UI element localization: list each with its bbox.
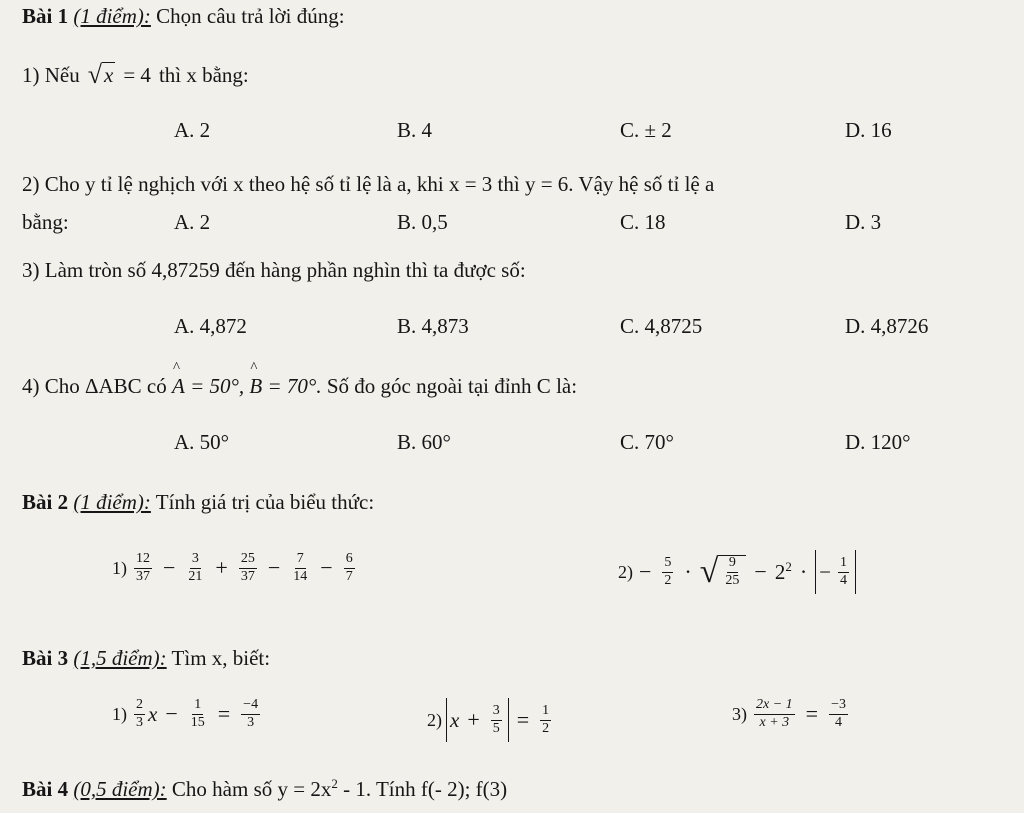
q3-option-a: A. 4,872 <box>174 314 247 338</box>
q4-angle-a: ^ A <box>172 374 185 399</box>
q1-equals: = 4 <box>123 62 151 87</box>
bai2-e2-minus: − <box>754 559 767 584</box>
bai3-e2-frac: $\frac{1}{2}$ <box>542 702 550 736</box>
bai3-expr-2 <box>427 698 554 742</box>
q3-option-d: D. 4,8726 <box>845 314 929 338</box>
q1-option-b: B. 4 <box>397 118 433 142</box>
q3-stem: 3) Làm tròn số 4,87259 đến hàng phần nghìn thì ta được số: <box>22 258 526 282</box>
bai2-expr-2 <box>618 550 856 594</box>
bai3-e2-label: 2) <box>427 709 442 730</box>
bai2-e2-abs: − $\frac{1}{4}$ <box>815 550 856 594</box>
q1-option-a: A. 2 <box>174 118 211 142</box>
bai3-e1-var: x <box>148 701 158 726</box>
bai4-line <box>22 776 507 802</box>
bai1-instruction: Chọn câu trả lời đúng: <box>150 4 345 28</box>
bai2-expr-1 <box>112 552 358 584</box>
q2-option-c: C. 18 <box>620 210 666 234</box>
q2-option-b: B. 0,5 <box>397 210 448 234</box>
q4-option-a: A. 50° <box>174 430 230 454</box>
bai2-e2-sqrt: √ $\frac{9}{25}$ <box>700 555 747 589</box>
bai2-e2-frac-1: $\frac{5}{2}$ <box>664 554 672 588</box>
bai3-title: Bài 3 <box>22 646 69 670</box>
bai2-heading <box>22 490 374 515</box>
q1-option-d: D. 16 <box>845 118 892 142</box>
bai3-e3-eq: = <box>805 701 819 727</box>
q1-option-c: C. ± 2 <box>620 118 672 142</box>
q1-prefix: 1) Nếu <box>22 62 80 87</box>
q4-angle-a-value: = 50°, <box>184 374 245 398</box>
bai2-points: (1 điểm): <box>73 490 151 514</box>
bai1-title: Bài 1 <box>22 4 69 28</box>
q4-angle-b-value: = 70°. <box>262 374 322 398</box>
bai3-e2-abs: x + $\frac{3}{5}$ <box>446 698 509 742</box>
bai1-points: (1 điểm): <box>73 4 151 28</box>
q4-prefix: 4) Cho ΔABC có <box>22 374 167 398</box>
bai2-title: Bài 2 <box>22 490 69 514</box>
bai3-e2-eq: = <box>516 707 530 732</box>
bai3-e1-op: − <box>165 701 178 727</box>
bai2-e1-frac-3: $\frac{25}{37}$ <box>240 551 255 584</box>
bai3-heading <box>22 646 270 671</box>
bai2-e2-dot-2: · <box>799 559 808 584</box>
bai3-instruction: Tìm x, biết: <box>166 646 271 670</box>
bai2-e1-op-3: − <box>267 555 281 581</box>
bai4-exp: 2 <box>331 776 338 791</box>
bai3-expr-1 <box>112 698 263 730</box>
bai3-e1-frac-2: $\frac{1}{15}$ <box>190 697 205 730</box>
q2-option-d: D. 3 <box>845 210 882 234</box>
q3-option-c: C. 4,8725 <box>620 314 703 338</box>
bai2-e1-op-1: − <box>163 555 176 581</box>
bai3-expr-3 <box>732 698 851 730</box>
q1-suffix: thì x bằng: <box>158 62 249 87</box>
bai3-points: (1,5 điểm): <box>73 646 167 670</box>
q4-suffix: Số đo góc ngoài tại đỉnh C là: <box>321 374 578 398</box>
q3-option-b: B. 4,873 <box>397 314 469 338</box>
bai2-e1-label: 1) <box>112 557 127 578</box>
bai2-e1-frac-5: $\frac{6}{7}$ <box>345 551 353 584</box>
bai4-text-b: - 1. Tính f(- 2); f(3) <box>337 777 508 801</box>
q4-angle-b: ^ B <box>249 374 262 399</box>
q4-option-b: B. 60° <box>397 430 451 454</box>
bai2-e2-power: $2^2$ <box>774 559 792 584</box>
q2-option-a: A. 2 <box>174 210 211 234</box>
q1-sqrt: √ x <box>87 60 114 89</box>
q1-stem <box>22 62 249 88</box>
bai2-e1-frac-2: $\frac{3}{21}$ <box>188 551 203 584</box>
bai4-title: Bài 4 <box>22 777 69 801</box>
bai3-e1-frac-1: $\frac{2}{3}$ <box>136 697 143 730</box>
bai2-e2-label: 2) <box>618 561 633 582</box>
bai2-instruction: Tính giá trị của biểu thức: <box>150 490 375 514</box>
bai2-e2-lead: − <box>639 559 652 584</box>
bai2-e2-dot-1: · <box>684 559 692 584</box>
bai2-e1-frac-4: $\frac{7}{14}$ <box>293 551 308 584</box>
bai4-text-a: Cho hàm số y = 2x <box>166 777 332 801</box>
bai3-e1-frac-3: $\frac{-4}{3}$ <box>243 697 259 730</box>
bai2-e1-op-4: − <box>320 555 333 581</box>
bai3-e1-eq: = <box>217 701 231 727</box>
bai1-heading <box>22 4 345 29</box>
q2-stem-line1: 2) Cho y tỉ lệ nghịch với x theo hệ số tỉ lệ là a, khi x = 3 thì y = 6. Vậy hệ số tỉ lệ a <box>22 172 715 196</box>
q4-option-c: C. 70° <box>620 430 674 454</box>
bai3-e3-label: 3) <box>732 703 747 724</box>
bai3-e3-frac-1: $\frac{2x - 1}{x + 3}$ <box>756 697 793 730</box>
bai3-e3-frac-2: $\frac{-3}{4}$ <box>831 697 846 730</box>
bai2-e1-op-2: + <box>215 555 228 581</box>
q4-option-d: D. 120° <box>845 430 911 454</box>
bai2-e1-frac-1: $\frac{12}{37}$ <box>136 551 150 584</box>
q4-stem <box>22 374 577 399</box>
bai3-e1-label: 1) <box>112 703 127 724</box>
q2-stem-line2: bằng: <box>22 210 69 234</box>
q1-radicand: x <box>104 63 114 87</box>
bai4-points: (0,5 điểm): <box>73 777 167 801</box>
